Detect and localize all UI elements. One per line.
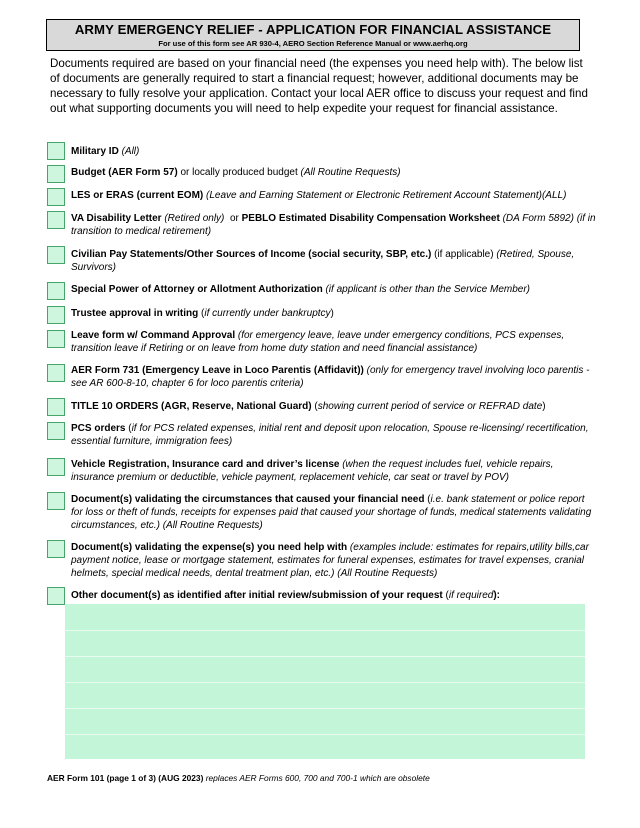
item-other-documents: Other document(s) as identified after initial review/submission of your request (if required): [71, 590, 500, 601]
checkbox-military-id[interactable] [47, 142, 65, 160]
write-in-line [65, 708, 585, 709]
checkbox-power-of-attorney[interactable] [47, 282, 65, 300]
write-in-line [65, 734, 585, 735]
write-in-line [65, 656, 585, 657]
checkbox-va-disability[interactable] [47, 211, 65, 229]
item-military-id: Military ID (All) [71, 146, 140, 157]
item-title-10-orders: TITLE 10 ORDERS (AGR, Reserve, National Guard) (showing current period of service or REFRAD date) [71, 401, 546, 412]
checkbox-other-documents[interactable] [47, 587, 65, 605]
checkbox-expense-documents[interactable] [47, 540, 65, 558]
write-in-line [65, 630, 585, 631]
checkbox-les-eras[interactable] [47, 188, 65, 206]
checkbox-circumstance-documents[interactable] [47, 492, 65, 510]
checkbox-pcs-orders[interactable] [47, 422, 65, 440]
checkbox-civilian-pay[interactable] [47, 246, 65, 264]
write-in-line [65, 682, 585, 683]
item-budget: Budget (AER Form 57) or locally produced budget (All Routine Requests) [71, 167, 401, 178]
checkbox-title-10-orders[interactable] [47, 398, 65, 416]
item-aer-form-731: AER Form 731 (Emergency Leave in Loco Parentis (Affidavit)) (only for emergency travel involving loco parentis - see AR 600-8-10, chapter 6 for loco parentis criteria) [71, 365, 590, 389]
item-circumstance-documents: Document(s) validating the circumstances that caused your financial need (i.e. bank statement or police report for loss or theft of funds, receipts for expenses paid that caused your shortage of funds, medical statements validating circumstances, etc.) (All Routine Requests) [71, 494, 592, 531]
checkbox-vehicle-registration[interactable] [47, 458, 65, 476]
checkbox-trustee-approval[interactable] [47, 306, 65, 324]
item-les-eras: LES or ERAS (current EOM) (Leave and Earning Statement or Electronic Retirement Account Statement)(ALL) [71, 190, 567, 201]
checkbox-budget[interactable] [47, 165, 65, 183]
item-power-of-attorney: Special Power of Attorney or Allotment Authorization (if applicant is other than the Service Member) [71, 284, 531, 295]
form-footer: AER Form 101 (page 1 of 3) (AUG 2023) replaces AER Forms 600, 700 and 700-1 which are obsolete [47, 773, 430, 783]
checkbox-leave-form[interactable] [47, 330, 65, 348]
form-subtitle: For use of this form see AR 930-4, AERO Section Reference Manual or www.aerhq.org [158, 39, 468, 48]
item-trustee-approval: Trustee approval in writing (if currently under bankruptcy) [71, 308, 334, 319]
item-va-disability: VA Disability Letter (Retired only) or PEBLO Estimated Disability Compensation Worksheet (DA Form 5892) (if in transition to medical retirement) [71, 213, 596, 237]
checkbox-aer-form-731[interactable] [47, 364, 65, 382]
intro-paragraph: Documents required are based on your financial need (the expenses you need help with). The below list of documents are generally required to start a financial request; however, additional documents may be necessary to fully resolve your application. Contact your local AER office to discuss your request and find out what supporting documents you will need to help expedite your request for financial assistance. [50, 57, 588, 115]
item-leave-form: Leave form w/ Command Approval (for emergency leave, leave under emergency conditions, PCS expenses, transition leave if Retiring or on leave from home duty station and need financial assistance) [71, 330, 565, 354]
item-vehicle-registration: Vehicle Registration, Insurance card and driver’s license (when the request includes fuel, vehicle repairs, insurance premium or deductible, vehicle payment, replacement vehicle, car seat or travel by POV) [71, 459, 554, 483]
other-documents-textarea[interactable] [65, 604, 585, 759]
form-title: ARMY EMERGENCY RELIEF - APPLICATION FOR FINANCIAL ASSISTANCE [74, 22, 552, 37]
item-expense-documents: Document(s) validating the expense(s) you need help with (examples include: estimates for repairs,utility bills,car payment notice, lease or mortgage statement, estimates for funeral expenses, estimates for travel expenses, cranial helmets, special medical needs, dental treatment plan, etc.) (All Routine Requests) [71, 542, 589, 579]
item-pcs-orders: PCS orders (if for PCS related expenses, initial rent and deposit upon relocation, Spouse re-licensing/ recertification, essential furniture, immigration fees) [71, 423, 589, 447]
form-header [46, 19, 580, 51]
item-civilian-pay: Civilian Pay Statements/Other Sources of Income (social security, SBP, etc.) (if applicable) (Retired, Spouse, Survivors) [71, 249, 575, 273]
